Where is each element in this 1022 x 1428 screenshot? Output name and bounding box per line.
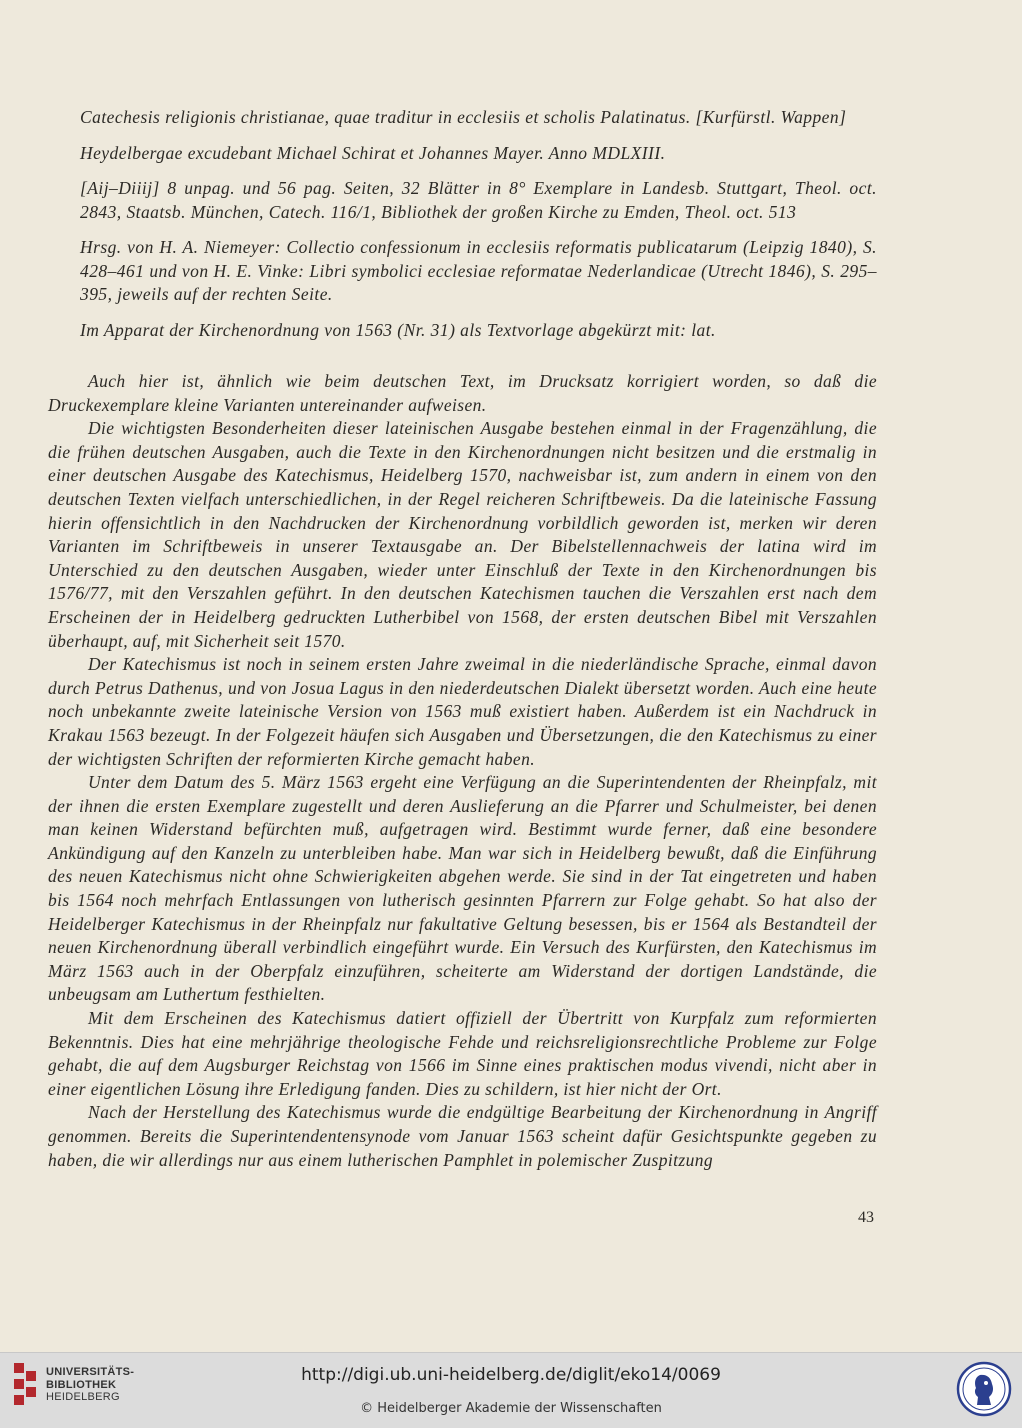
paragraph: Unter dem Datum des 5. März 1563 ergeht eine Verfügung an die Superintendenten der Rheinpfalz, mit der ihnen die ersten Exemplare zugestellt und deren Auslieferung an die Pfarrer und Schulmeister, bei denen man keinen Widerstand befürchten muß, aufgetragen wird. Bestimmt wurde ferner, daß eine besondere Ankündigung auf den Kanzeln zu unterbleiben habe. Man war sich in Heidelberg bewußt, daß die Einführung des neuen Katechismus nicht ohne Schwierigkeiten abgehen werde. Sie sind in der Tat eingetreten und haben bis 1564 noch mehrfach Entlassungen von lutherisch gesinnten Pfarrern zur Folge gehabt. So hat also der Heidelberger Katechismus in der Rheinpfalz nur fakultative Geltung besessen, bis er 1564 als Bestandteil der neuen Kirchenordnung überall verbindlich eingeführt wurde. Ein Versuch des Kurfürsten, den Katechismus im März 1563 auch in der Oberpfalz einzuführen, scheiterte am Widerstand der dortigen Landstände, die unbeugsam am Luthertum festhielten. bbox=[48, 772, 877, 1005]
biblio-imprint: Heydelbergae excudebant Michael Schirat et Johannes Mayer. Anno MDLXIII. bbox=[80, 142, 666, 163]
page-number: 43 bbox=[858, 1209, 874, 1226]
bibliographic-entry bbox=[48, 106, 877, 342]
paragraph: Auch hier ist, ähnlich wie beim deutschen Text, im Drucksatz korrigiert worden, so daß die Druckexemplare kleine Varianten untereinander aufweisen. bbox=[48, 371, 877, 415]
paragraph: Der Katechismus ist noch in seinem ersten Jahre zweimal in die niederländische Sprache, einmal davon durch Petrus Dathenus, und von Josua Lagus in den niederdeutschen Dialekt übersetzt worden. Auch eine heute noch unbekannte zweite lateinische Version von 1563 muß existiert haben. Außerdem ist ein Nachdruck in Krakau 1563 bezeugt. In der Folgezeit häufen sich Ausgaben und Übersetzungen, die den Katechismus zu einer der wichtigsten Schriften der reformierten Kirche gemacht haben. bbox=[48, 654, 877, 769]
viewer-footer bbox=[0, 1352, 1022, 1428]
permalink-link[interactable]: http://digi.ub.uni-heidelberg.de/diglit/eko14/0069 bbox=[301, 1365, 721, 1385]
paragraph: Die wichtigsten Besonderheiten dieser lateinischen Ausgabe bestehen einmal in der Fragenzählung, die die frühen deutschen Ausgaben, auch die Texte in den Kirchenordnungen nicht besitzen und die erstmalig in einer deutschen Ausgabe des Katechismus, Heidelberg 1570, nachweisbar ist, zum andern in einem von den deutschen Texten vielfach unterschiedlichen, in der Regel reicheren Schriftbeweis. Da die lateinische Fassung hierin offensichtlich in den Nachdrucken der Kirchenordnung vorbildlich geworden ist, merken wir deren Varianten im Schriftbeweis in unserer Textausgabe an. Der Bibelstellennachweis der latina wird im Unterschied zu den deutschen Ausgaben, wieder unter Einschluß der Texte in den Kirchenordnungen bis 1576/77, mit den Verszahlen geführt. In den deutschen Katechismen tauchen die Verszahlen erst nach dem Erscheinen der in Heidelberg gedruckten Lutherbibel von 1568, der ersten deutschen Bibel mit Verszahlen überhaupt, auf, mit Sicherheit seit 1570. bbox=[48, 418, 877, 651]
paragraph: Mit dem Erscheinen des Katechismus datiert offiziell der Übertritt von Kurpfalz zum reformierten Bekenntnis. Dies hat eine mehrjährige theologische Fehde und reichsreligionsrechtliche Probleme zur Folge gehabt, die auf dem Augsburger Reichstag von 1566 im Sinne eines praktischen modus vivendi, nicht aber in einer eigentlichen Lösung ihre Erledigung fanden. Dies zu schildern, ist hier nicht der Ort. bbox=[48, 1008, 877, 1099]
permalink bbox=[0, 1365, 1022, 1385]
paragraph: Nach der Herstellung des Katechismus wurde die endgültige Bearbeitung der Kirchenordnung in Angriff genommen. Bereits die Superintendentensynode vom Januar 1563 scheint dafür Gesichtspunkte gegeben zu haben, die wir allerdings nur aus einem lutherischen Pamphlet in polemischer Zuspitzung bbox=[48, 1102, 877, 1170]
biblio-title: Catechesis religionis christianae, quae traditur in ecclesiis et scholis Palatinatus. [Kurfürstl. Wappen] bbox=[80, 107, 847, 127]
copyright-notice: © Heidelberger Akademie der Wissenschaften bbox=[360, 1401, 662, 1416]
page-content bbox=[48, 106, 877, 1172]
biblio-copies: [Aij–Diiij] 8 unpag. und 56 pag. Seiten, 32 Blätter in 8° Exemplare in Landesb. Stuttgart, Theol. oct. 2843, Staatsb. München, Catech. 116/1, Bibliothek der großen Kirche zu Emden, Theol. oct. 513 bbox=[80, 178, 877, 222]
logo-line: BIBLIOTHEK bbox=[46, 1378, 117, 1391]
biblio-editions: Hrsg. von H. A. Niemeyer: Collectio confessionum in ecclesiis reformatis publicatarum (Leipzig 1840), S. 428–461 und von H. E. Vinke: Libri symbolici ecclesiae reformatae Nederlandicae (Utrecht 1846), S. 295–395, jeweils auf der rechten Seite. bbox=[80, 237, 877, 304]
logo-line: HEIDELBERG bbox=[46, 1391, 120, 1403]
body-text bbox=[48, 370, 877, 1172]
biblio-apparatus-note: Im Apparat der Kirchenordnung von 1563 (Nr. 31) als Textvorlage abgekürzt mit: lat. bbox=[80, 319, 716, 340]
logo-line: UNIVERSITÄTS- bbox=[46, 1366, 135, 1378]
academy-seal-icon bbox=[956, 1361, 1012, 1417]
